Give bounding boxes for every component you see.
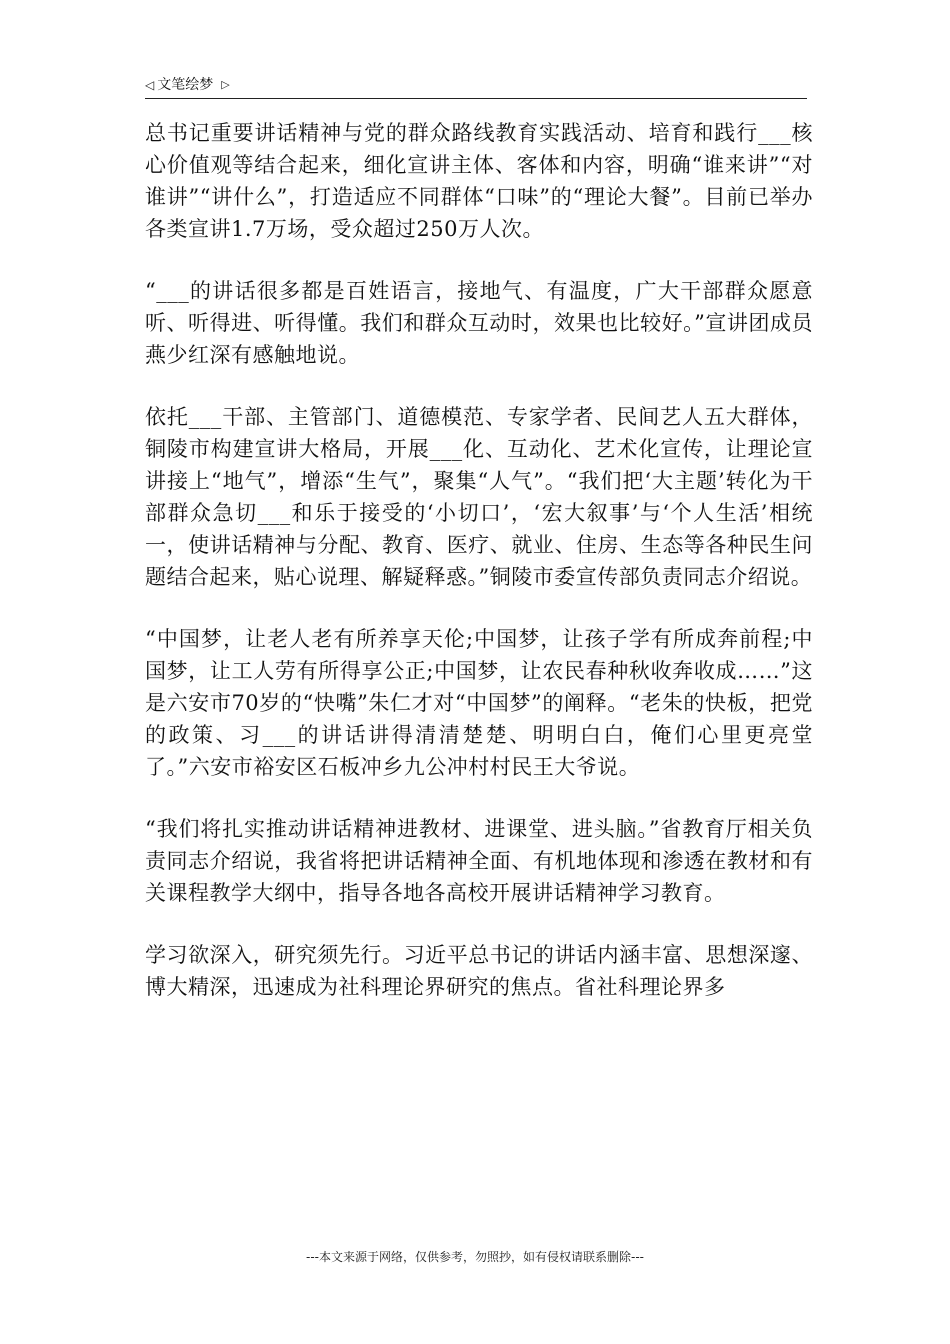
header-title: 文笔绘梦 [157, 77, 214, 93]
triangle-left-icon: ◁ [145, 78, 155, 92]
triangle-right-icon: ▷ [221, 78, 230, 91]
paragraph-3: 依托___干部、主管部门、道德模范、专家学者、民间艺人五大群体，铜陵市构建宣讲大格局，开展___化、互动化、艺术化宣传，让理论宣讲接上“地气”，增添“生气”，聚集“人气”。“我们把‘大主题’转化为干部群众急切___和乐于接受的‘小切口’，‘宏大叙事’与‘个人生活’相统一，使讲话精神与分配、教育、医疗、就业、住房、生态等各种民生问题结合起来，贴心说理、解疑释惑。”铜陵市委宣传部负责同志介绍说。 [145, 405, 813, 589]
page-header [145, 72, 807, 99]
paragraph-1: 总书记重要讲话精神与党的群众路线教育实践活动、培育和践行___核心价值观等结合起来，细化宣讲主体、客体和内容，明确“谁来讲”“对谁讲”“讲什么”，打造适应不同群体“口味”的“理论大餐”。目前已举办各类宣讲1.7万场，受众超过250万人次。 [145, 121, 813, 241]
paragraph-2: “___的讲话很多都是百姓语言，接地气、有温度，广大干部群众愿意听、听得进、听得懂。我们和群众互动时，效果也比较好。”宣讲团成员燕少红深有感触地说。 [145, 279, 813, 367]
document-body [145, 117, 813, 1033]
footer-disclaimer: ---本文来源于网络，仅供参考，勿照抄，如有侵权请联系删除--- [306, 1250, 644, 1264]
paragraph-5: “我们将扎实推动讲话精神进教材、进课堂、进头脑。”省教育厅相关负责同志介绍说，我省将把讲话精神全面、有机地体现和渗透在教材和有关课程教学大纲中，指导各地各高校开展讲话精神学习教育。 [145, 817, 813, 905]
paragraph-6: 学习欲深入，研究须先行。习近平总书记的讲话内涵丰富、思想深邃、博大精深，迅速成为社科理论界研究的焦点。省社科理论界多 [145, 943, 813, 999]
paragraph-4: “中国梦，让老人老有所养享天伦;中国梦，让孩子学有所成奔前程;中国梦，让工人劳有所得享公正;中国梦，让农民春种秋收奔收成……”这是六安市70岁的“快嘴”朱仁才对“中国梦”的阐释。“老朱的快板，把党的政策、习___的讲话讲得清清楚楚、明明白白，俺们心里更亮堂了。”六安市裕安区石板冲乡九公冲村村民王大爷说。 [145, 627, 813, 779]
